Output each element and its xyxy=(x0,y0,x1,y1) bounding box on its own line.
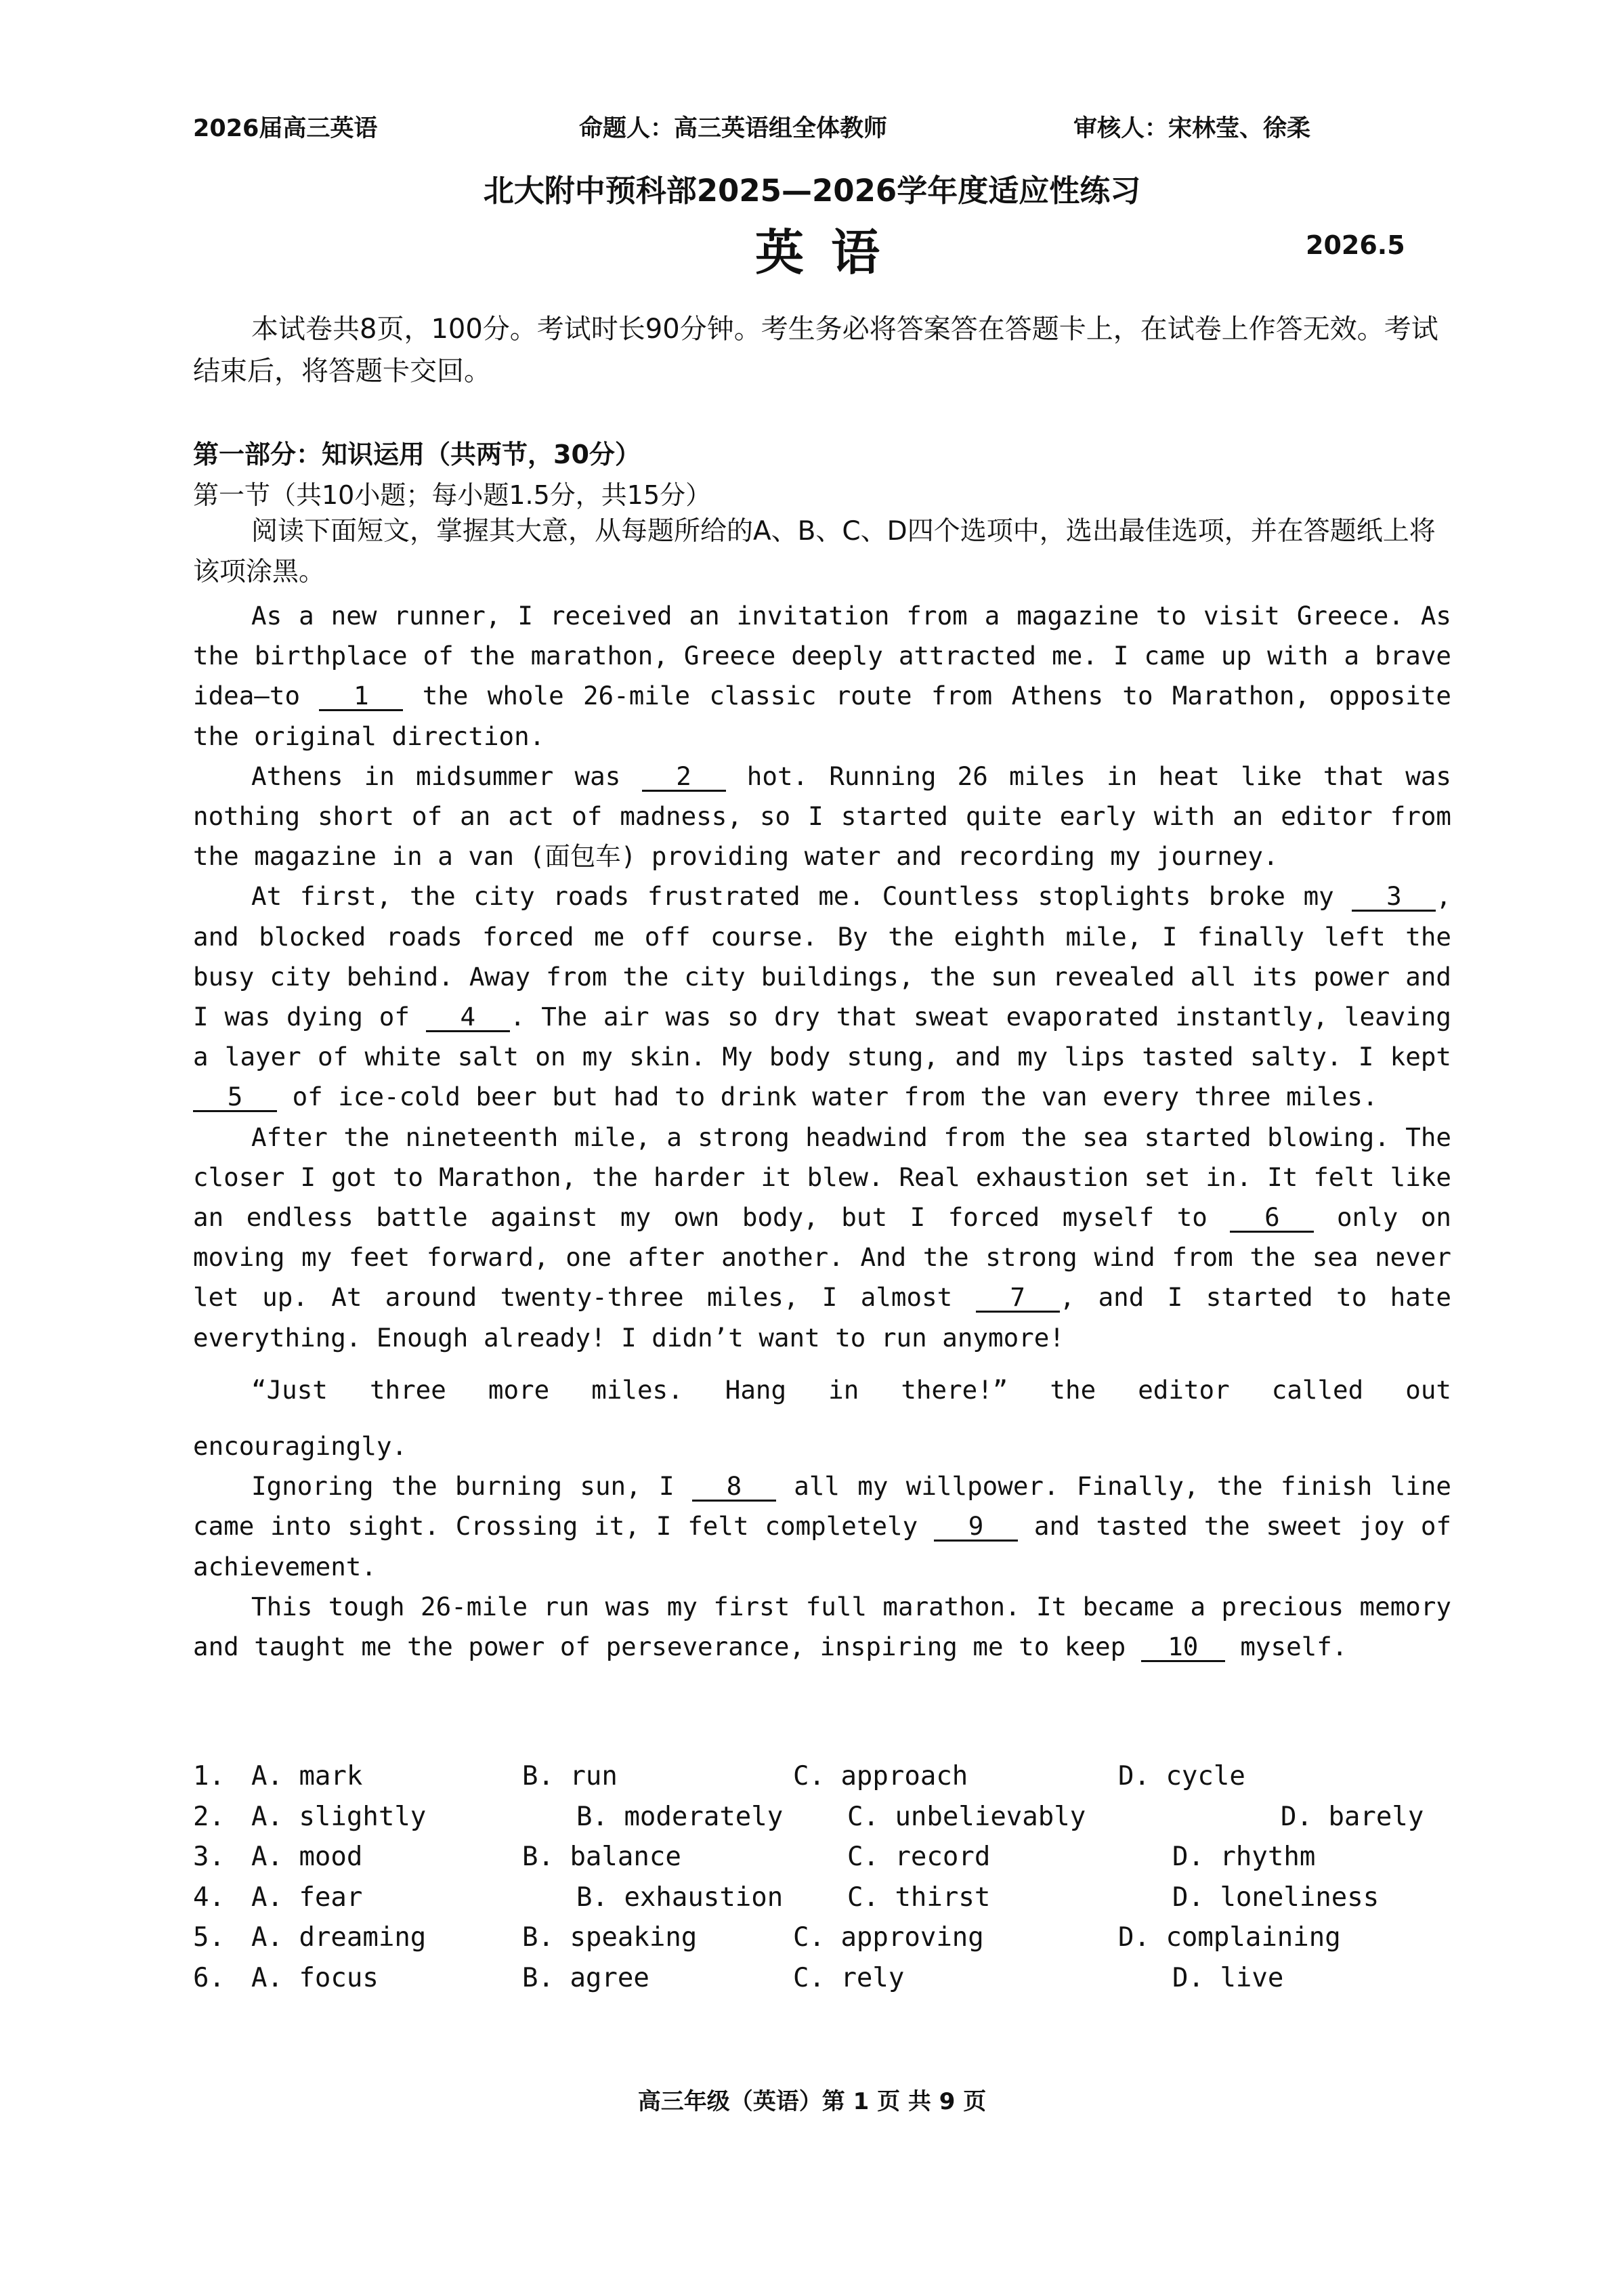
section-instruction: 阅读下面短文，掌握其大意，从每题所给的A、B、C、D四个选项中，选出最佳选项，并在答题纸上将该项涂黑。 xyxy=(193,516,1436,587)
cloze-blank: 1 xyxy=(319,682,403,711)
option-b: B. run xyxy=(522,1761,618,1791)
question-number: 6. xyxy=(193,1962,225,1993)
option-a: A. dreaming xyxy=(251,1922,427,1953)
option-c: C. record xyxy=(847,1842,991,1872)
answer-options xyxy=(193,1761,1451,2003)
exam-date: 2026.5 xyxy=(1306,230,1405,260)
cloze-blank: 7 xyxy=(976,1283,1060,1313)
passage-text: , and I started to hate everything. Enough already! I didn’t want to run anymore! xyxy=(193,1282,1451,1353)
header-setters: 命题人：高三英语组全体教师 xyxy=(579,115,888,142)
option-a: A. fear xyxy=(251,1882,363,1913)
question-number: 2. xyxy=(193,1801,225,1832)
option-a: A. mark xyxy=(251,1761,363,1791)
passage-text: After the nineteenth mile, a strong headwind from the sea started blowing. The closer I got to Marathon, the harder it blew. Real exhaustion set in. It felt like an endless battle against my own body, but I forced myself to xyxy=(193,1122,1451,1233)
passage-text: and tasted the sweet joy of achievement. xyxy=(193,1511,1451,1582)
part-title: 第一部分：知识运用（共两节，30分） xyxy=(193,440,641,469)
option-row xyxy=(193,1802,1451,1842)
passage-text: of ice-cold beer but had to drink water from the van every three miles. xyxy=(277,1082,1378,1112)
passage-paragraph: encouragingly. xyxy=(193,1431,408,1462)
passage-text: As a new runner, I received an invitation from a magazine to visit Greece. As the birthplace of the marathon, Greece deeply attracted me. I came up with a brave idea—to xyxy=(193,601,1451,711)
option-row xyxy=(193,1963,1451,2003)
cloze-blank: 2 xyxy=(642,763,726,792)
passage-text: , and blocked roads forced me off course. By the eighth mile, I finally left the busy city behind. Away from the city buildings, the sun revealed all its power and I was dying of xyxy=(193,881,1451,1032)
option-b: B. balance xyxy=(522,1842,681,1872)
cloze-blank: 4 xyxy=(426,1003,510,1032)
passage-paragraph xyxy=(193,757,1451,877)
option-d: D. barely xyxy=(1281,1801,1424,1832)
section-title: 第一节（共10小题；每小题1.5分，共15分） xyxy=(193,480,712,510)
passage-paragraph xyxy=(193,1587,1451,1667)
option-row xyxy=(193,1922,1451,1963)
option-row xyxy=(193,1842,1451,1882)
option-d: D. rhythm xyxy=(1172,1842,1316,1872)
page-footer: 高三年级（英语）第 1 页 共 9 页 xyxy=(637,2088,987,2115)
header-reviewers: 审核人：宋林莹、徐柔 xyxy=(1073,115,1311,142)
option-d: D. complaining xyxy=(1118,1922,1341,1953)
option-b: B. exhaustion xyxy=(576,1882,784,1913)
option-c: C. approving xyxy=(793,1922,984,1953)
option-b: B. moderately xyxy=(576,1801,784,1832)
passage-paragraph xyxy=(193,1466,1451,1587)
option-a: A. focus xyxy=(251,1962,379,1993)
option-a: A. slightly xyxy=(251,1801,427,1832)
question-number: 3. xyxy=(193,1842,225,1872)
option-d: D. cycle xyxy=(1118,1761,1245,1791)
header-grade: 2026届高三英语 xyxy=(193,115,378,142)
passage-text: hot. Running 26 miles in heat like that was nothing short of an act of madness, so I started quite early with an editor from the magazine in a van (面包车) providing water and recording my journey. xyxy=(193,761,1451,872)
passage-text: myself. xyxy=(1224,1632,1348,1662)
cloze-blank: 9 xyxy=(934,1512,1018,1542)
page-header xyxy=(193,110,1421,150)
question-number: 5. xyxy=(193,1922,225,1953)
passage-text: the whole 26-mile classic route from Athens to Marathon, opposite the original direction. xyxy=(193,681,1451,751)
option-c: C. rely xyxy=(793,1962,905,1993)
option-row xyxy=(193,1882,1451,1923)
passage-text: Ignoring the burning sun, I xyxy=(251,1471,692,1502)
cloze-blank: 10 xyxy=(1141,1633,1225,1662)
cloze-blank: 6 xyxy=(1230,1204,1314,1233)
exam-subject: 英语 xyxy=(755,224,907,281)
option-b: B. agree xyxy=(522,1962,649,1993)
cloze-blank: 8 xyxy=(692,1472,776,1502)
passage-paragraph xyxy=(193,1118,1451,1358)
passage-text: This tough 26-mile run was my first full marathon. It became a precious memory and taught me the power of perseverance, inspiring me to keep xyxy=(193,1591,1451,1662)
cloze-blank: 5 xyxy=(193,1083,277,1112)
option-d: D. live xyxy=(1172,1962,1284,1993)
passage-paragraph xyxy=(193,876,1451,1117)
option-c: C. approach xyxy=(793,1761,968,1791)
passage-quote: “Just three more miles. Hang in there!” the editor called out xyxy=(251,1374,1451,1405)
passage-text: only on moving my feet forward, one after another. And the strong wind from the sea never let up. At around twenty-three miles, I almost xyxy=(193,1202,1451,1313)
passage-text: . The air was so dry that sweat evaporated instantly, leaving a layer of white salt on my skin. My body stung, and my lips tasted salty. I kept xyxy=(193,1002,1451,1072)
passage-text: all my willpower. Finally, the finish line came into sight. Crossing it, I felt completely xyxy=(193,1471,1451,1542)
option-d: D. loneliness xyxy=(1172,1882,1380,1913)
passage-text: At first, the city roads frustrated me. Countless stoplights broke my xyxy=(251,881,1352,912)
option-c: C. unbelievably xyxy=(847,1801,1086,1832)
exam-intro: 本试卷共8页，100分。考试时长90分钟。考生务必将答案答在答题卡上，在试卷上作答无效。考试结束后，将答题卡交回。 xyxy=(193,314,1438,387)
option-row xyxy=(193,1761,1451,1802)
cloze-passage xyxy=(193,596,1451,1667)
option-b: B. speaking xyxy=(522,1922,698,1953)
question-number: 4. xyxy=(193,1882,225,1913)
option-c: C. thirst xyxy=(847,1882,991,1913)
exam-title: 北大附中预科部2025—2026学年度适应性练习 xyxy=(483,173,1141,209)
option-a: A. mood xyxy=(251,1842,363,1872)
passage-text: Athens in midsummer was xyxy=(251,761,642,791)
question-number: 1. xyxy=(193,1761,225,1791)
passage-paragraph xyxy=(193,596,1451,757)
cloze-blank: 3 xyxy=(1352,883,1436,912)
